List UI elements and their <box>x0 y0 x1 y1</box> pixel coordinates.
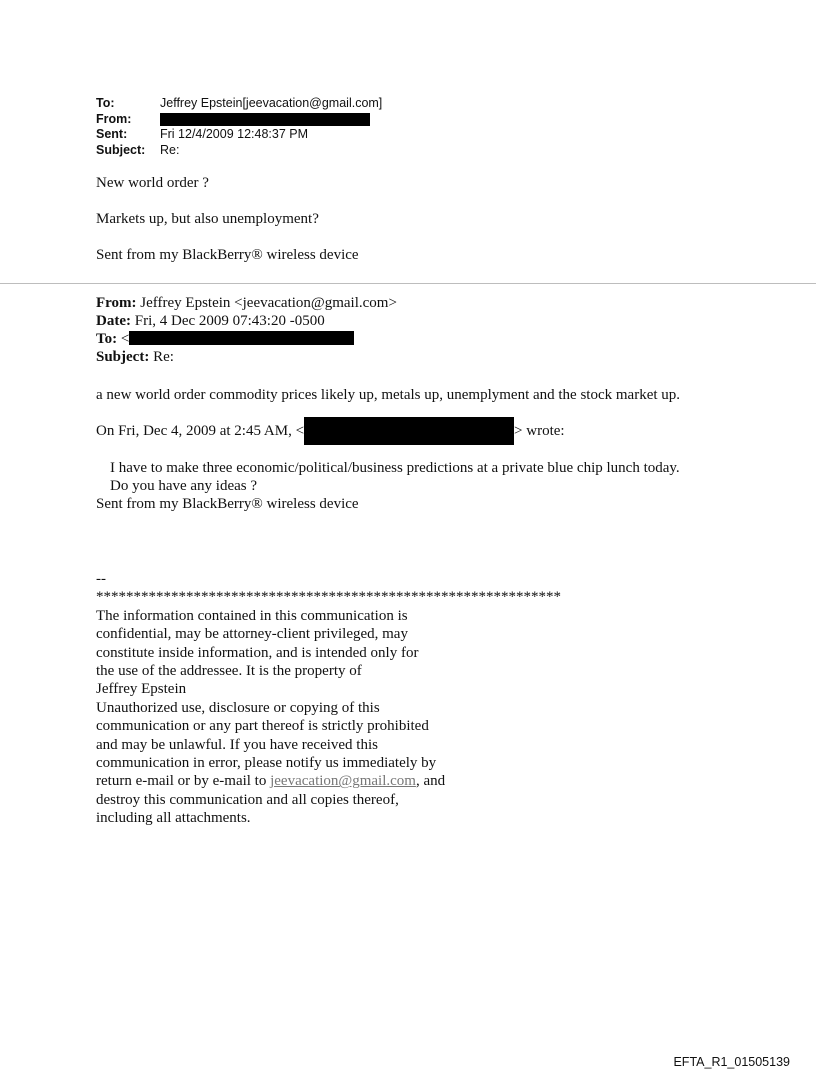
quoted-to-row <box>96 330 397 348</box>
disclaimer-line: The information contained in this communication is <box>96 607 408 624</box>
return-suffix: , and <box>415 773 446 790</box>
sent-value: Fri 12/4/2009 12:48:37 PM <box>160 127 309 141</box>
sent-from-line: Sent from my BlackBerry® wireless device <box>96 247 359 263</box>
disclaimer-line: destroy this communication and all copies thereof, <box>96 791 399 808</box>
signature-dashes: -- <box>96 571 106 587</box>
quoted-header <box>96 294 397 366</box>
quoted-date-row <box>96 312 397 330</box>
attribution-line <box>96 422 680 441</box>
attribution-prefix: On Fri, Dec 4, 2009 at 2:45 AM, < <box>96 423 305 439</box>
disclaimer-line: constitute inside information, and is intended only for <box>96 644 419 661</box>
quoted-to-value: < <box>117 331 130 347</box>
separator-line <box>0 283 816 284</box>
quoted-subject-label: Subject: <box>96 349 150 365</box>
quoted-subject-value: Re: <box>149 349 174 365</box>
to-row <box>96 96 382 112</box>
message-line: New world order ? <box>96 175 209 191</box>
disclaimer-line: communication or any part thereof is strictly prohibited <box>96 718 429 735</box>
quoted-from-label: From: <box>96 295 137 311</box>
from-row <box>96 112 382 128</box>
quoted-date-value: Fri, 4 Dec 2009 07:43:20 -0500 <box>130 313 325 329</box>
disclaimer-line: and may be unlawful. If you have received this <box>96 736 378 753</box>
quoted-line: I have to make three economic/political/business predictions at a private blue chip lunch today. <box>110 459 680 476</box>
disclaimer-line: including all attachments. <box>96 810 251 827</box>
quoted-from-value: Jeffrey Epstein <jeevacation@gmail.com> <box>136 295 397 311</box>
message-line: Markets up, but also unemployment? <box>96 211 319 227</box>
quoted-from-row <box>96 294 397 312</box>
disclaimer-line: communication in error, please notify us immediately by <box>96 755 437 772</box>
disclaimer-line <box>96 772 561 790</box>
redaction-bar <box>129 331 354 345</box>
quoted-subject-row <box>96 348 397 366</box>
quoted-body <box>96 386 680 513</box>
from-label: From: <box>96 111 132 126</box>
reply-text: a new world order commodity prices likely up, metals up, unemplyment and the stock market up. <box>96 387 681 403</box>
quoted-to-label: To: <box>96 331 118 347</box>
document-id: EFTA_R1_01505139 <box>673 1055 790 1069</box>
sent-row <box>96 127 382 143</box>
return-prefix: return e-mail or by e-mail to <box>96 773 271 790</box>
redaction-bar <box>304 417 514 445</box>
disclaimer-line: the use of the addressee. It is the property of <box>96 663 362 680</box>
email-link[interactable]: jeevacation@gmail.com <box>270 773 416 790</box>
attribution-suffix: > wrote: <box>514 423 565 439</box>
subject-value: Re: <box>160 142 180 157</box>
disclaimer-line: Jeffrey Epstein <box>96 681 187 698</box>
message-body <box>96 174 359 282</box>
to-value: Jeffrey Epstein[jeevacation@gmail.com] <box>160 96 383 110</box>
subject-label: Subject: <box>96 142 146 157</box>
sent-label: Sent: <box>96 127 128 141</box>
quoted-line: Do you have any ideas ? <box>110 477 258 494</box>
disclaimer-line: confidential, may be attorney-client privileged, may <box>96 626 408 643</box>
disclaimer-line: Unauthorized use, disclosure or copying of this <box>96 699 380 716</box>
disclaimer <box>96 570 561 828</box>
to-label: To: <box>96 96 115 110</box>
quoted-date-label: Date: <box>96 313 131 329</box>
redaction-bar <box>160 113 370 126</box>
subject-row <box>96 143 382 159</box>
sent-from-line: Sent from my BlackBerry® wireless device <box>96 495 359 512</box>
signature-stars: ************************************************************** <box>96 589 561 606</box>
email-header <box>96 96 382 158</box>
